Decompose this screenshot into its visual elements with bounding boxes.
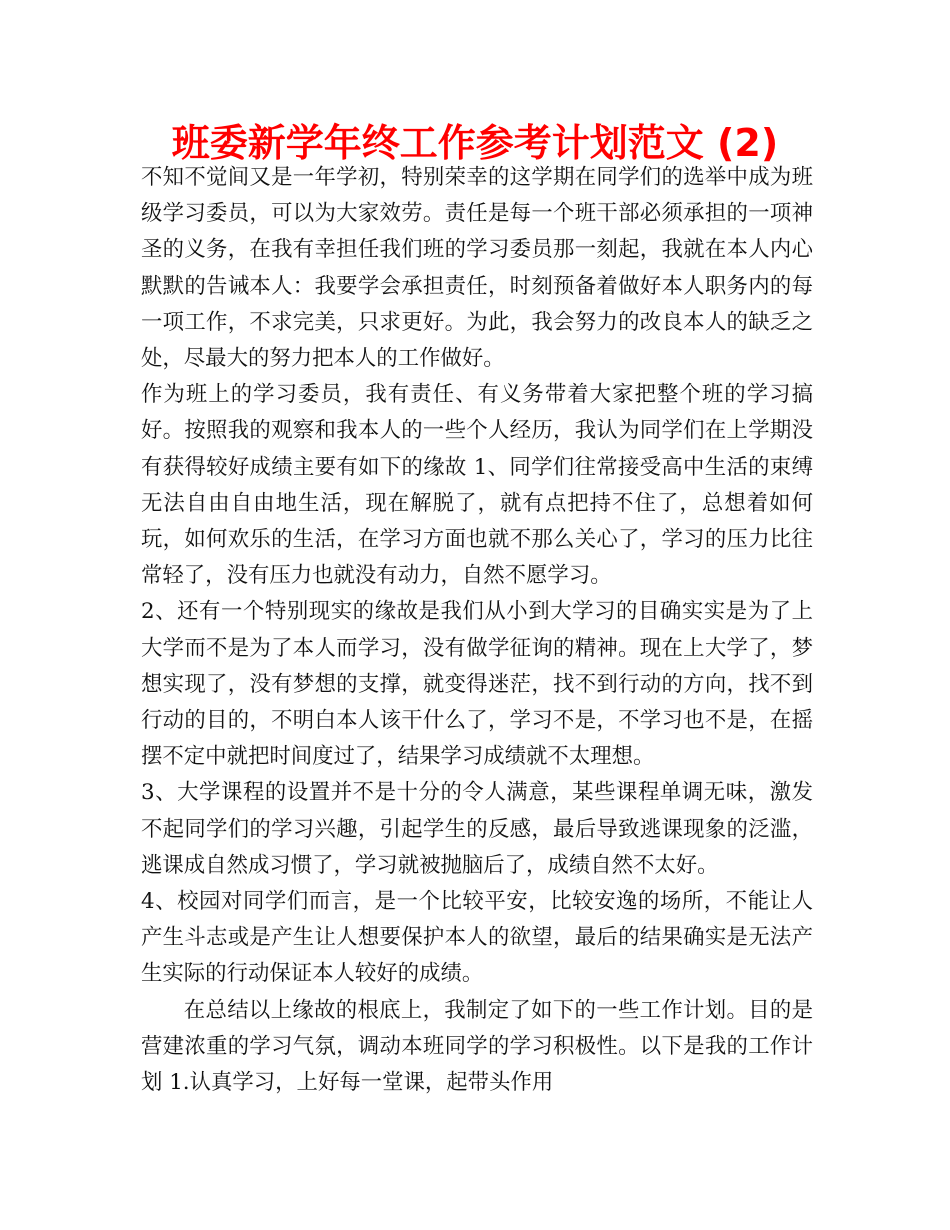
paragraph-reason-4: 4、校园对同学们而言，是一个比较平安，比较安逸的场所，不能让人产生斗志或是产生让人想要保护本人的欲望，最后的结果确实是无法产生实际的行动保证本人较好的成绩。 <box>141 889 813 987</box>
document-body <box>141 160 813 1101</box>
document-title: 班委新学年终工作参考计划范文 (2) <box>171 121 779 165</box>
paragraph-intro: 不知不觉间又是一年学初，特别荣幸的这学期在同学们的选举中成为班级学习委员，可以为大家效劳。责任是每一个班干部必须承担的一项神圣的义务，在我有幸担任我们班的学习委员那一刻起，我就在本人内心默默的告诫本人：我要学会承担责任，时刻预备着做好本人职务内的每一项工作，不求完美，只求更好。为此，我会努力的改良本人的缺乏之处，尽最大的努力把本人的工作做好。 <box>141 165 813 372</box>
paragraph-reason-2: 2、还有一个特别现实的缘故是我们从小到大学习的目确实实是为了上大学而不是为了本人而学习，没有做学征询的精神。现在上大学了，梦想实现了，没有梦想的支撑，就变得迷茫，找不到行动的方向，找不到行动的目的，不明白本人该干什么了，学习不是，不学习也不是，在摇摆不定中就把时间度过了，结果学习成绩就不太理想。 <box>141 599 813 770</box>
paragraph-reason-1: 作为班上的学习委员，我有责任、有义务带着大家把整个班的学习搞好。按照我的观察和我本人的一些个人经历，我认为同学们在上学期没有获得较好成绩主要有如下的缘故 1、同学们往常接受高中生活的束缚无法自由自由地生活，现在解脱了，就有点把持不住了，总想着如何玩，如何欢乐的生活，在学习方面也就不那么关心了，学习的压力比往常轻了，没有压力也就没有动力，自然不愿学习。 <box>141 382 813 589</box>
paragraph-reason-3: 3、大学课程的设置并不是十分的令人满意，某些课程单调无味，激发不起同学们的学习兴趣，引起学生的反感，最后导致逃课现象的泛滥，逃课成自然成习惯了，学习就被抛脑后了，成绩自然不太好。 <box>141 780 813 878</box>
paragraph-plan: 在总结以上缘故的根底上，我制定了如下的一些工作计划。目的是营建浓重的学习气氛，调动本班同学的学习积极性。以下是我的工作计划 1.认真学习，上好每一堂课，起带头作用 <box>141 997 813 1096</box>
